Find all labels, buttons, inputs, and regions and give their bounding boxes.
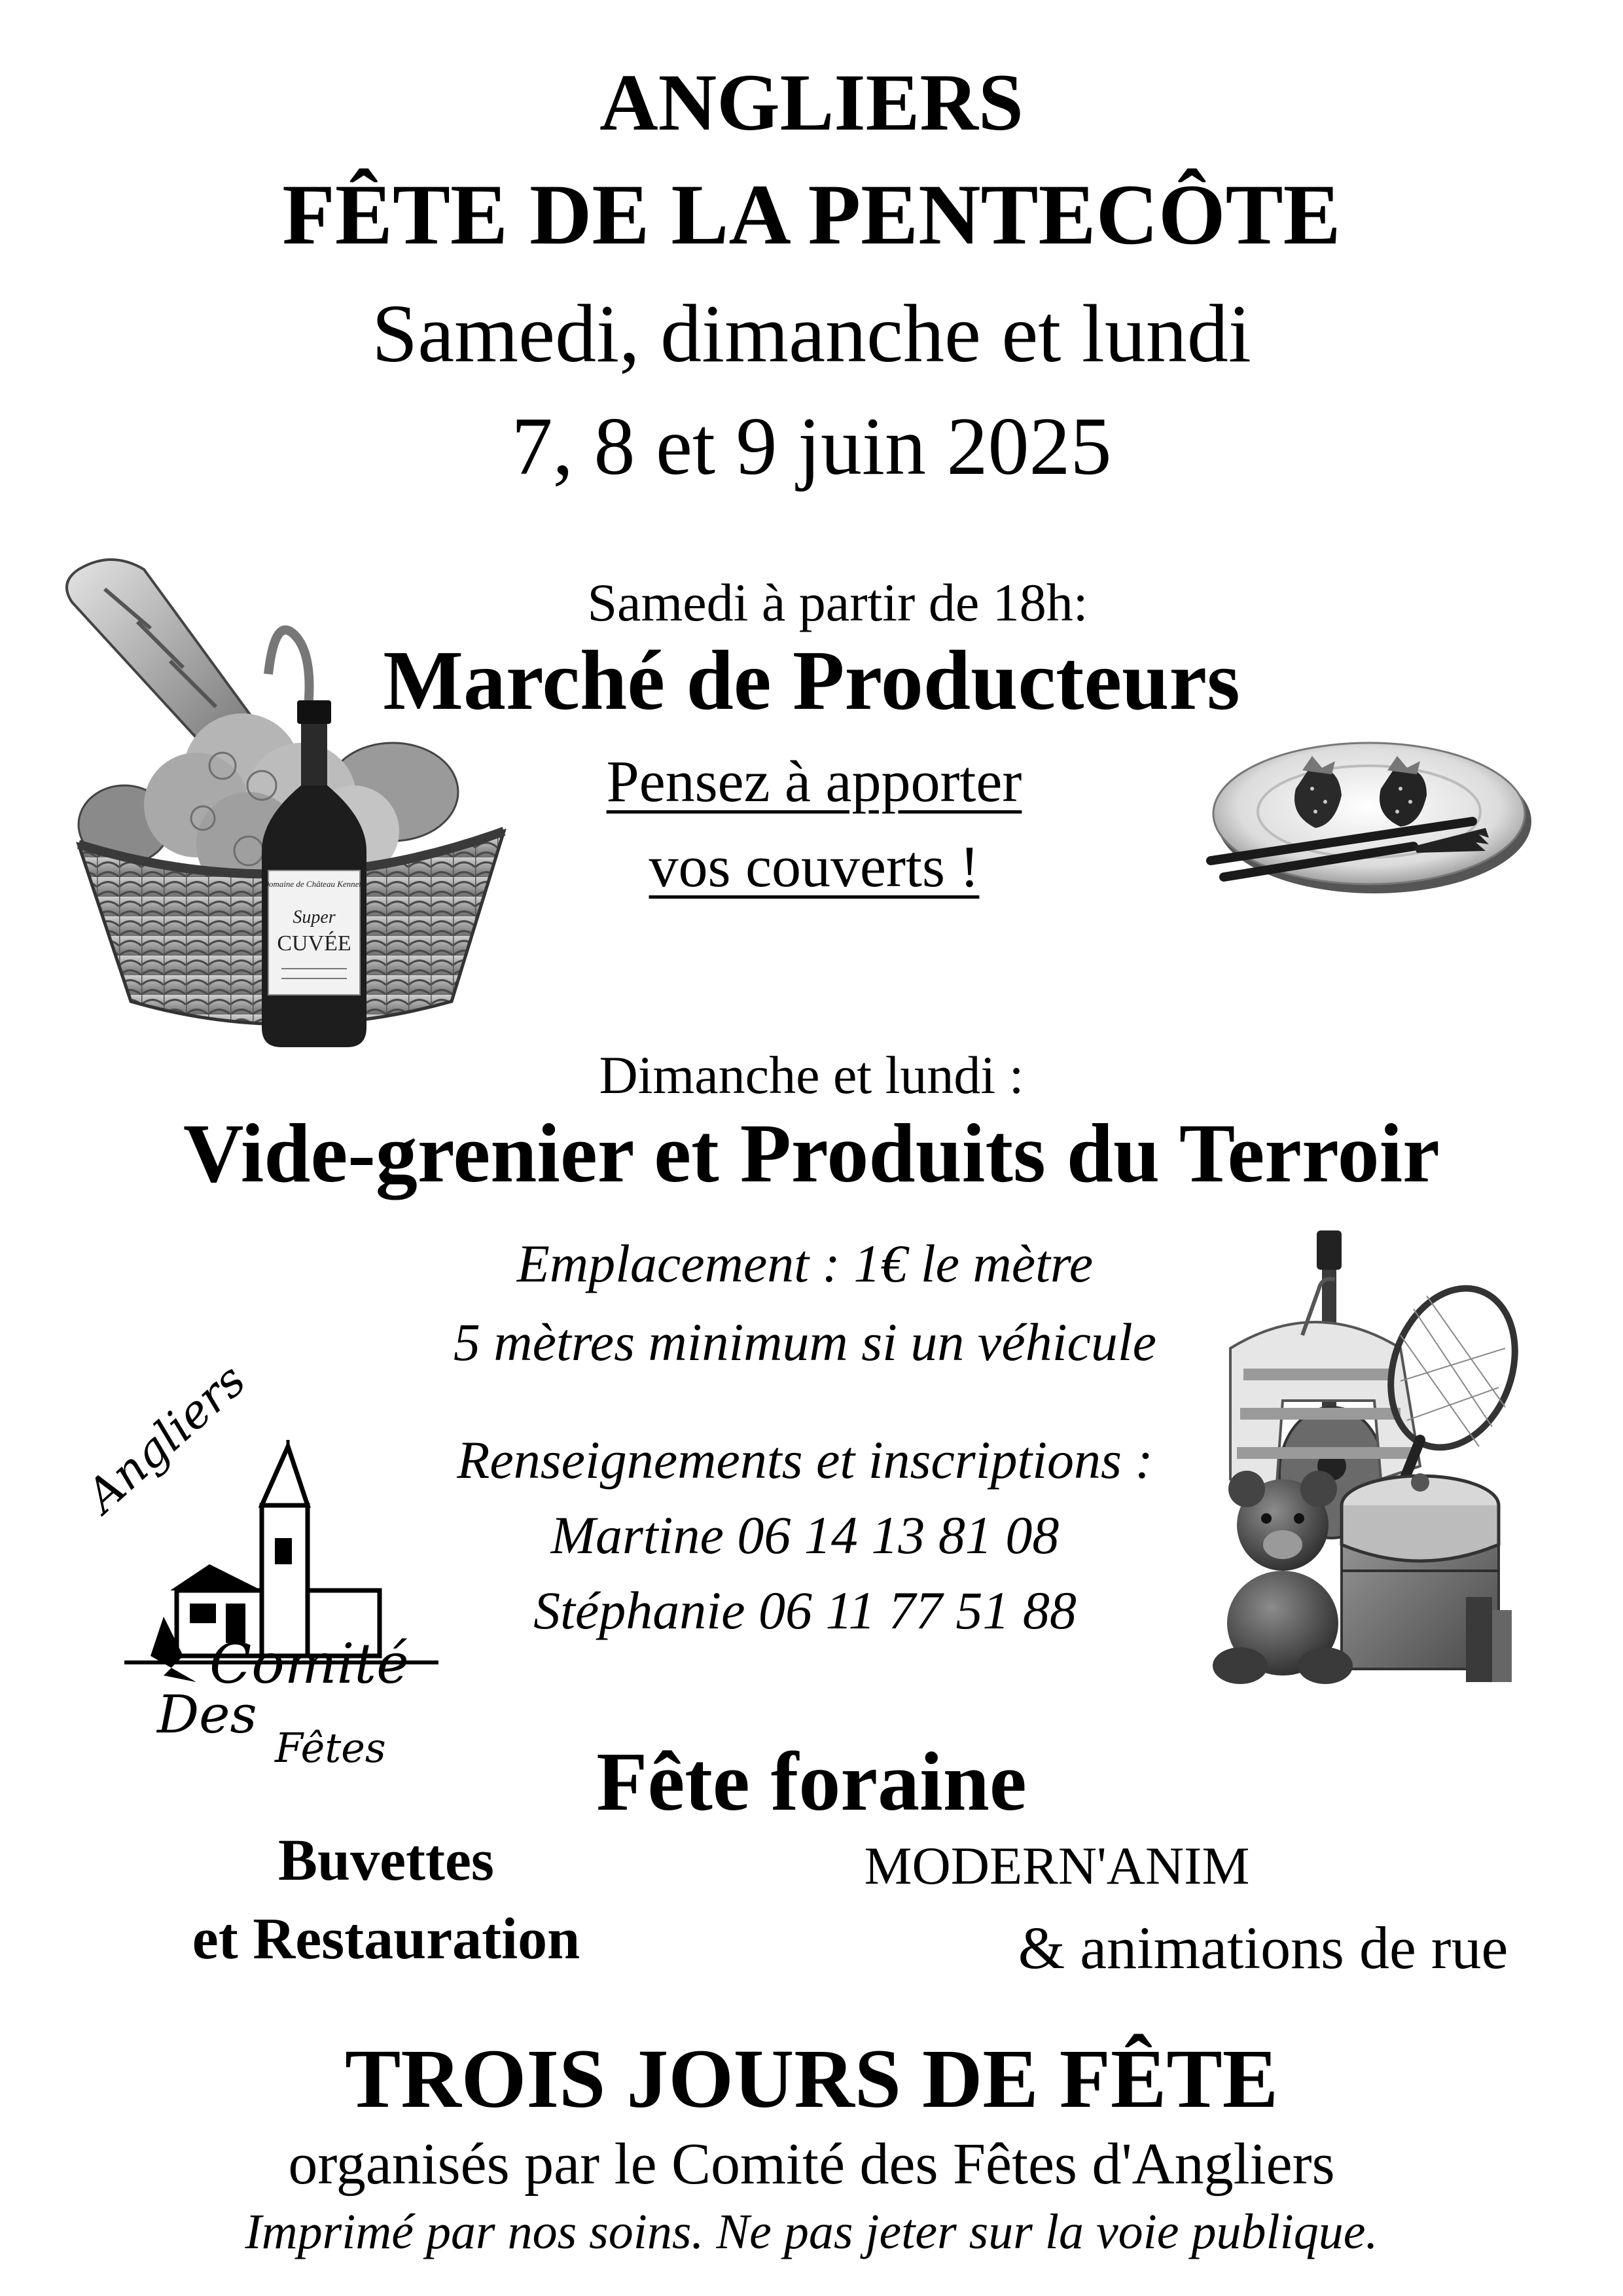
flea-contact-stephanie: Stéphanie 06 11 77 51 88	[533, 1581, 1077, 1640]
event-title: FÊTE DE LA PENTECÔTE	[282, 166, 1341, 262]
logo-text-des: Des	[157, 1684, 257, 1745]
basket-with-bread-and-wine-icon	[52, 543, 524, 1054]
flea-contact-martine: Martine 06 14 13 81 08	[550, 1505, 1060, 1565]
fair-company: MODERN'ANIM	[864, 1836, 1250, 1895]
market-note-line1: Pensez à apporter	[606, 749, 1022, 814]
bar-line1: Buvettes	[278, 1828, 494, 1893]
wine-label-brand: Super	[293, 907, 336, 927]
wine-label-top: Domaine de Château Kenneth	[262, 879, 366, 889]
fair-street-animations: & animations de rue	[1018, 1914, 1508, 1981]
fair-title: Fête foraine	[596, 1735, 1027, 1828]
flea-contact-title: Renseignements et inscriptions :	[457, 1430, 1153, 1490]
market-title: Marché de Producteurs	[383, 634, 1240, 728]
flea-price: Emplacement : 1€ le mètre	[516, 1234, 1094, 1293]
flea-intro: Dimanche et lundi :	[599, 1045, 1024, 1105]
logo-text-comite: Comité	[209, 1632, 409, 1696]
market-note-line2: vos couverts !	[649, 834, 980, 899]
logo-text-fetes: Fêtes	[275, 1724, 386, 1772]
logo-text-angliers: Angliers	[75, 1353, 256, 1523]
event-dates: 7, 8 et 9 juin 2025	[511, 401, 1112, 492]
town-title: ANGLIERS	[599, 58, 1024, 147]
flea-market-items-icon	[1204, 1230, 1518, 1689]
footer-headline: TROIS JOURS DE FÊTE	[344, 2032, 1279, 2125]
plate-with-strawberries-icon	[1198, 730, 1538, 900]
footer-organizer: organisés par le Comité des Fêtes d'Angliers	[288, 2132, 1335, 2197]
market-intro: Samedi à partir de 18h:	[587, 573, 1088, 632]
wine-label-cuvee: CUVÉE	[277, 931, 351, 956]
bar-line2: et Restauration	[192, 1907, 580, 1971]
flea-minimum: 5 mètres minimum si un véhicule	[453, 1312, 1157, 1372]
event-days: Samedi, dimanche et lundi	[372, 289, 1251, 380]
footer-disclaimer: Imprimé par nos soins. Ne pas jeter sur la voie publique.	[245, 2204, 1378, 2259]
flea-title: Vide-grenier et Produits du Terroir	[183, 1107, 1440, 1200]
